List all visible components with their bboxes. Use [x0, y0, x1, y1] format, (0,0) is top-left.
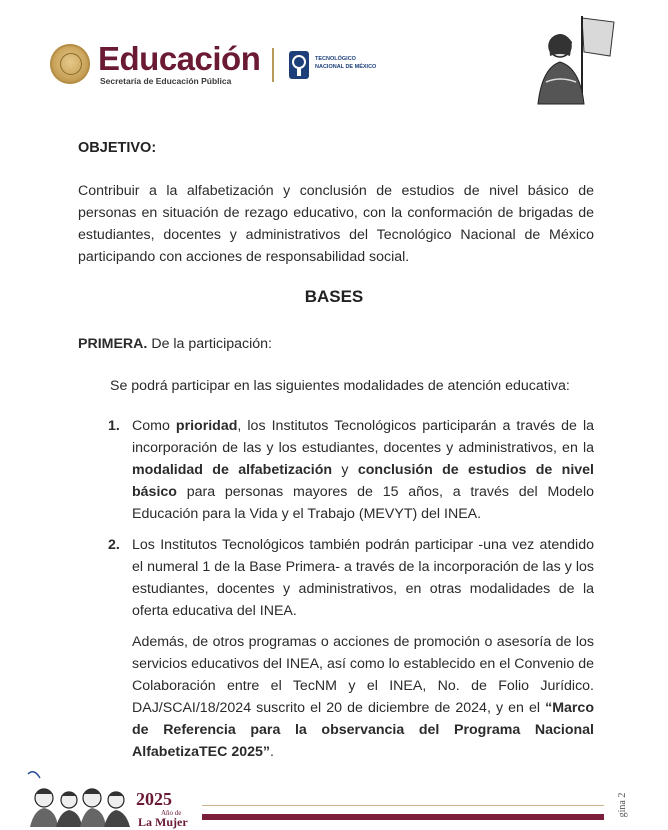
- item-1-t2: , los Institutos Tecnológicos participarán a través de la incorporación de las y los estudiantes, docentes y administrativos, en la: [132, 418, 594, 456]
- footer-thin-line: [202, 805, 604, 806]
- item-2-continuation: [132, 631, 594, 763]
- tecnm-logo-icon: [288, 50, 310, 80]
- objetivo-paragraph: Contribuir a la alfabetización y conclusión de estudios de nivel básico de personas en situación de rezago educativo, con la conformación de brigadas de estudiantes, docentes y administrativos del Tecnológico Nacional de México participando con acciones de responsabilidad social.: [78, 183, 594, 265]
- objetivo-heading: OBJETIVO:: [78, 140, 157, 156]
- item-1-b3: conclusión de estudios de nivel básico: [132, 462, 594, 500]
- primera-text: De la participación:: [147, 336, 272, 352]
- item-2-number: 2.: [108, 537, 120, 553]
- item-3-t2: .: [269, 744, 274, 760]
- modalidades-intro: Se podrá participar en las siguientes modalidades de atención educativa:: [110, 378, 570, 394]
- item-1-t1: Como: [132, 418, 176, 434]
- primera-line: [78, 333, 272, 355]
- logo-subtitle: Secretaría de Educación Pública: [100, 76, 232, 86]
- page-number: gina 2: [617, 792, 628, 818]
- heroine-illustration-icon: [522, 12, 618, 108]
- footer-year-title: La Mujer: [138, 815, 188, 829]
- tecnm-text-line1: TECNOLÓGICO: [315, 56, 356, 62]
- footer-year: 2025: [136, 789, 172, 809]
- item-2-text: Los Institutos Tecnológicos también podrán participar -una vez atendido el numeral 1 de la Base Primera- a través de la incorporación de las y los estudiantes, docentes y administrativos, en otras modalidades de la oferta educativa del INEA.: [132, 537, 594, 619]
- footer-bar: [202, 814, 604, 820]
- item-3-t1: Además, de otros programas o acciones de promoción o asesoría de los servicios educativos del INEA, así como lo establecido en el Convenio de Colaboración entre el TecNM y el INEA, No. de Folio Jurídico. DAJ/SCAI/18/2024 suscrito el 20 de diciembre de 2024, y en el: [132, 634, 594, 716]
- page-header: [0, 0, 668, 120]
- item-1-number: 1.: [108, 418, 120, 434]
- item-1-b2: modalidad de alfabetización: [132, 462, 333, 478]
- logo-title: Educación: [98, 40, 261, 77]
- women-illustration-icon: [14, 764, 134, 827]
- footer-year-subtitle: Año de: [161, 809, 182, 817]
- item-3-b1: “Marco de Referencia para la observancia del Programa Nacional AlfabetizaTEC 2025”: [132, 700, 594, 760]
- bases-heading: BASES: [304, 287, 364, 306]
- item-1-t3: y: [332, 462, 358, 478]
- item-1-text: [132, 415, 594, 525]
- item-1-b1: prioridad: [175, 418, 238, 434]
- item-1-t4: para personas mayores de 15 años, a través del Modelo Educación para la Vida y el Trabajo (MEVYT) del INEA.: [132, 484, 594, 522]
- tecnm-text-line2: NACIONAL DE MÉXICO: [315, 64, 377, 70]
- header-separator: [272, 48, 274, 82]
- primera-label: PRIMERA.: [78, 336, 148, 352]
- coat-of-arms-icon: [50, 44, 90, 84]
